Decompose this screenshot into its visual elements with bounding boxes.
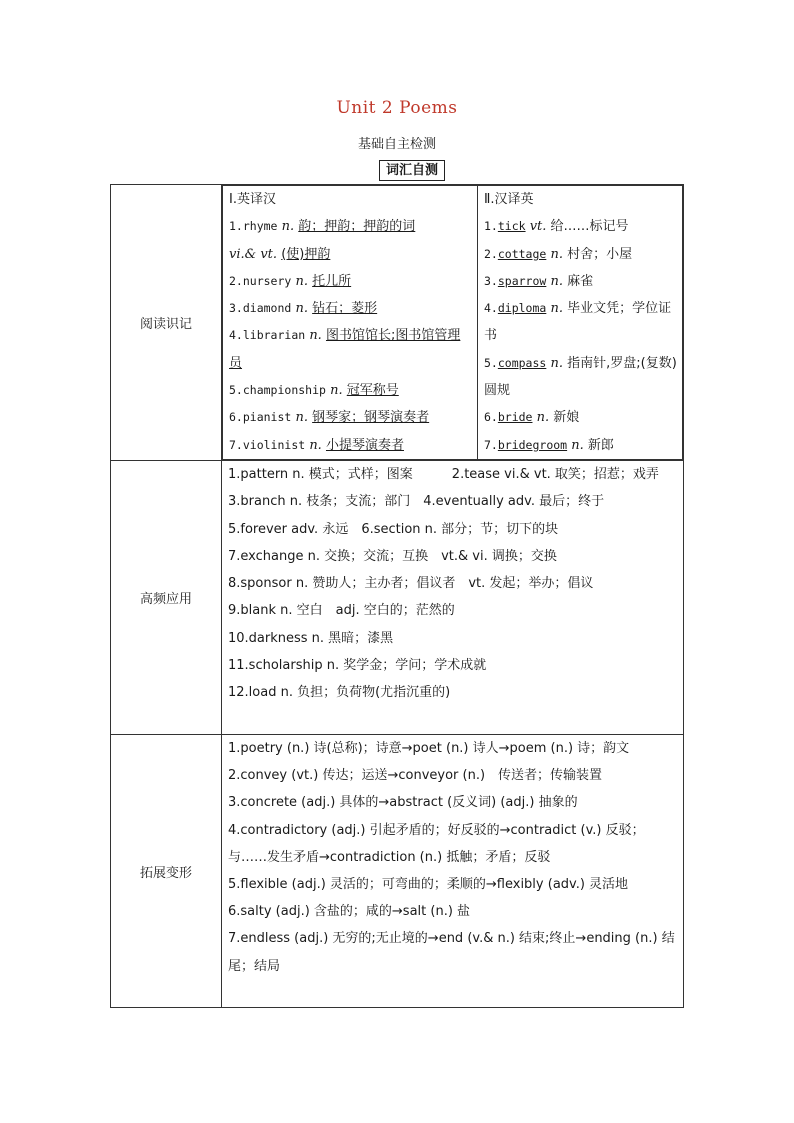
item-pos: n.	[309, 328, 322, 344]
item-answer: tick	[497, 219, 526, 234]
content-cell	[222, 185, 684, 461]
list-item: 3.branch n. 枝条；支流；部门 4.eventually adv. 最后；终于	[228, 494, 605, 510]
item-number: 7.	[484, 437, 498, 452]
list-item: 8.sponsor n. 赞助人；主办者；倡议者 vt. 发起；举办；倡议	[228, 576, 594, 592]
list-item	[478, 295, 682, 350]
item-word: pianist	[242, 410, 292, 425]
list-item	[223, 213, 477, 240]
item-meaning: 新郎	[587, 437, 614, 453]
list-item: 3.concrete (adj.) 具体的→abstract (反义词) (adj.) 抽象的	[228, 795, 578, 811]
content-cell	[222, 735, 684, 1008]
item-answer: 钢琴家；钢琴演奏者	[312, 410, 430, 426]
item-word: rhyme	[242, 219, 278, 234]
item-answer: 图书馆馆长;图书馆管理员	[229, 328, 461, 371]
list-item: 2.convey (vt.) 传达；运送→conveyor (n.) 传送者；传输装置	[228, 768, 603, 784]
item-number: 5.	[484, 355, 498, 370]
list-item	[223, 377, 477, 404]
item-answer: 钻石；菱形	[312, 301, 378, 317]
table-row	[111, 185, 684, 461]
content-cell	[222, 461, 684, 735]
item-word: violinist	[242, 437, 306, 452]
category-cell: 拓展变形	[111, 735, 222, 1008]
item-word: nursery	[242, 273, 292, 288]
item-pos: n.	[550, 301, 563, 317]
item-pos: n.	[295, 410, 308, 426]
item-answer: sparrow	[497, 273, 547, 288]
list-item: 6.salty (adj.) 含盐的；咸的→salt (n.) 盐	[228, 904, 471, 920]
item-answer: cottage	[497, 246, 547, 261]
list-item	[478, 268, 682, 295]
section-subtitle: 基础自主检测	[357, 137, 436, 152]
list-item: 10.darkness n. 黑暗；漆黑	[228, 630, 394, 646]
item-pos: n.	[550, 273, 563, 289]
item-pos: vt.	[529, 219, 547, 235]
item-meaning: 指南针,罗盘;(复数)圆规	[484, 355, 677, 399]
item-pos: n.	[550, 246, 563, 262]
item-pos: n.	[309, 437, 322, 453]
column-header: Ⅱ.汉译英	[484, 192, 534, 207]
list-item	[223, 268, 477, 295]
item-answer: 冠军称号	[346, 383, 399, 399]
item-number: 6.	[229, 410, 243, 425]
item-answer: compass	[497, 355, 547, 370]
item-number: 7.	[229, 437, 243, 452]
vocab-box-label: 词汇自测	[379, 160, 445, 181]
item-pos: n.	[281, 219, 295, 235]
vocabulary-table	[110, 184, 684, 1008]
item-meaning: 新娘	[553, 410, 580, 426]
item-word: diamond	[242, 301, 292, 316]
item-number: 3.	[484, 273, 498, 288]
item-answer: 韵；押韵；押韵的词	[298, 219, 416, 235]
item-meaning: 村舍；小屋	[567, 246, 633, 262]
item-pos: vi.& vt.	[229, 246, 278, 262]
list-item	[478, 404, 682, 431]
item-pos: n.	[550, 355, 563, 371]
item-number: 3.	[229, 301, 243, 316]
list-item: 7.exchange n. 交换；交流；互换 vt.& vi. 调换；交换	[228, 548, 557, 564]
item-number: 1.	[484, 219, 498, 234]
item-pos: n.	[536, 410, 550, 426]
item-meaning: 麻雀	[567, 273, 594, 289]
item-pos: n.	[295, 273, 308, 289]
item-word: librarian	[242, 328, 306, 343]
category-cell: 阅读识记	[111, 185, 222, 461]
item-number: 1.	[229, 219, 243, 234]
list-item: 7.endless (adj.) 无穷的;无止境的→end (v.& n.) 结束;终止→ending (n.) 结尾；结局	[228, 931, 675, 974]
item-answer: 小提琴演奏者	[325, 437, 404, 453]
list-item	[478, 213, 682, 240]
list-item: 1.poetry (n.) 诗(总称)；诗意→poet (n.) 诗人→poem (n.) 诗；韵文	[228, 741, 630, 756]
list-item: 5.flexible (adj.) 灵活的；可弯曲的；柔顺的→flexibly (adv.) 灵活地	[228, 877, 629, 893]
item-meaning: 给……标记号	[550, 219, 629, 235]
item-pos: n.	[571, 437, 584, 453]
list-item	[223, 432, 477, 459]
column-header: Ⅰ.英译汉	[229, 192, 276, 207]
item-answer: (使)押韵	[281, 246, 331, 262]
item-pos: n.	[330, 383, 343, 399]
category-cell: 高频应用	[111, 461, 222, 735]
list-item: 5.forever adv. 永远 6.section n. 部分；节；切下的块	[228, 521, 559, 537]
page-title: Unit 2 Poems	[336, 98, 458, 118]
item-pos: n.	[295, 301, 308, 317]
table-row	[111, 735, 684, 1008]
item-number: 6.	[484, 410, 498, 425]
list-item	[478, 241, 682, 268]
list-item: 11.scholarship n. 奖学金；学问；学术成就	[228, 658, 487, 674]
table-row	[111, 461, 684, 735]
list-item	[223, 322, 477, 377]
list-item	[223, 295, 477, 322]
list-item: 1.pattern n. 模式；式样；图案 2.tease vi.& vt. 取笑；招惹；戏弄	[228, 467, 659, 482]
item-answer: diploma	[497, 301, 547, 316]
item-answer: 托儿所	[312, 273, 352, 289]
item-meaning: 毕业文凭；学位证书	[484, 301, 672, 344]
zh-to-en-column	[478, 186, 683, 460]
item-number: 5.	[229, 383, 243, 398]
item-word: championship	[242, 383, 326, 398]
list-item: 9.blank n. 空白 adj. 空白的；茫然的	[228, 603, 455, 619]
list-item	[223, 241, 477, 268]
item-number: 4.	[229, 328, 243, 343]
en-to-zh-column	[223, 186, 478, 460]
list-item	[478, 432, 682, 459]
translation-subtable	[222, 185, 683, 460]
list-item: 4.contradictory (adj.) 引起矛盾的；好反驳的→contradict (v.) 反驳；与……发生矛盾→contradiction (n.) 抵触；矛盾；反驳	[228, 822, 645, 865]
item-number: 2.	[229, 273, 243, 288]
item-number: 2.	[484, 246, 498, 261]
list-item	[223, 404, 477, 431]
list-item	[478, 350, 682, 405]
list-item: 12.load n. 负担；负荷物(尤指沉重的)	[228, 685, 451, 701]
item-answer: bridegroom	[497, 437, 568, 452]
item-number: 4.	[484, 301, 498, 316]
item-answer: bride	[497, 410, 533, 425]
